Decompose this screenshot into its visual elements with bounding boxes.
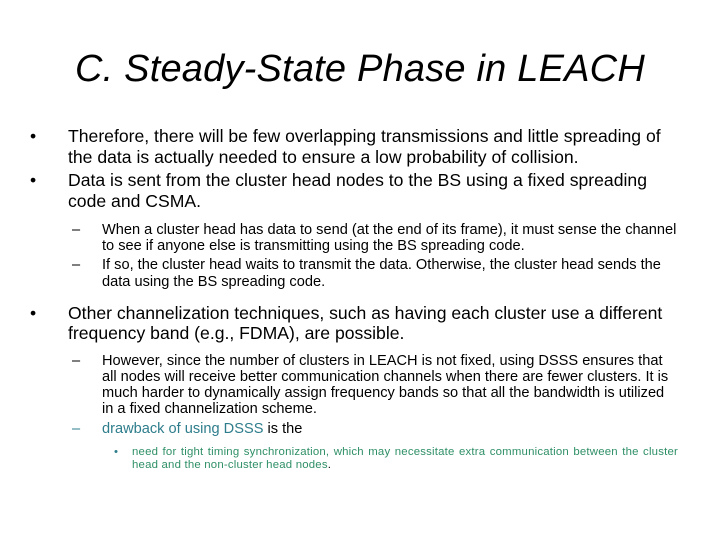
bullet-text: Data is sent from the cluster head nodes to the BS using a fixed spreading code and CSMA.: [68, 170, 647, 211]
dash-icon: [72, 257, 80, 273]
sub-bullet-text: When a cluster head has data to send (at the end of its frame), it must sense the channel to see if anyone else is transmitting using the BS spreading code.: [102, 222, 677, 255]
sub-bullet-text: However, since the number of clusters in LEACH is not fixed, using DSSS ensures that all nodes will receive better communication channels when there are fewer clusters. It is much harder to dynamically assign frequency bands so that all the bandwidth is utilized in a fixed channelization scheme.: [102, 352, 669, 418]
bullet-item: [30, 170, 678, 211]
bullet-icon: [30, 303, 44, 324]
detail-text: need for tight timing synchronization, which may necessitate extra communication between the cluster head and the non-cluster head nodes: [132, 445, 678, 472]
sub-bullet-item-drawback: [72, 421, 678, 437]
sub-bullet-text: If so, the cluster head waits to transmit the data. Otherwise, the cluster head sends the data using the BS spreading code.: [102, 257, 661, 290]
bullet-icon: [114, 446, 118, 460]
drawback-tail: is the: [263, 420, 303, 437]
slide-title: C. Steady-State Phase in LEACH: [75, 48, 645, 90]
bullet-text: Other channelization techniques, such as having each cluster use a different frequency band (e.g., FDMA), are possible.: [68, 302, 663, 344]
sub-bullet-item: [72, 222, 678, 254]
bullet-text: Therefore, there will be few overlapping transmissions and little spreading of the data is actually needed to ensure a low probability of collision.: [68, 126, 661, 167]
dash-icon: [72, 222, 80, 238]
drawback-highlight: drawback of using DSSS: [102, 420, 264, 437]
detail-period: .: [327, 459, 332, 472]
slide-body: [30, 126, 678, 473]
bullet-icon: [30, 170, 44, 191]
bullet-item: [30, 126, 678, 167]
bullet-icon: [30, 126, 44, 147]
sub-bullet-item: [72, 257, 678, 289]
sub-bullet-item: [72, 353, 678, 418]
dash-icon: [72, 421, 80, 437]
bullet-item: [30, 303, 678, 344]
detail-item: [110, 446, 678, 473]
dash-icon: [72, 353, 80, 369]
